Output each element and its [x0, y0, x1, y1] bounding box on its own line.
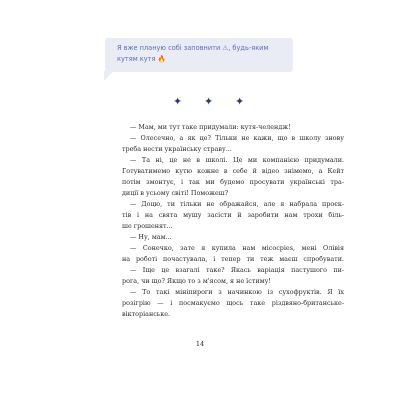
text-line: треба нести українську страву... [122, 145, 232, 153]
text-line: розігрію — і посмакуємо щось таке різдвяно-британське- [122, 299, 344, 307]
text-line: вікторіанське. [122, 310, 171, 318]
text-line: диції в усьому світі! Поможеш? [122, 189, 229, 197]
text-line: — То такі мініпироги з начинкою із сухофруктів. Я їх [130, 288, 344, 296]
text-line: рога, чи що? Якщо то з м'ясом, я не їстиму! [122, 277, 271, 285]
chat-bubble [105, 38, 293, 72]
text-line: потім змонтує, і так ми будемо просувати українські тра- [122, 178, 344, 186]
text-line: тів і на свята мушу засісти й заробити нам трохи біль- [122, 211, 344, 219]
section-divider [0, 95, 400, 109]
text-line: — Сонечко, зате я купила нам місосpies, мені Олівія [130, 244, 344, 252]
text-line: — Іще це взагалі таке? Якась варіація пастушого пи- [130, 266, 344, 274]
text-line: на роботі почастувала, і тепер ти теж маєш спробувати. [122, 255, 344, 263]
text-line: — Мам, ми тут таке придумали: кутя-челендж! [130, 123, 291, 131]
text-line: — Ну, мам... [130, 233, 172, 241]
body-text [122, 122, 344, 320]
text-line: — Та ні, це не в школі. Це ми компанією придумали. [130, 156, 344, 164]
chat-bubble-line: Я вже планую собі заповнити ⚠, будь-яким [117, 44, 269, 52]
star-icon: ✦ [235, 95, 245, 108]
text-line: ше грошенят... [122, 222, 173, 230]
page-number: 14 [195, 340, 205, 348]
chat-bubble-line: кутям кутя 🔥 [117, 55, 166, 63]
text-line: Готуватимемо кутю кожне в себе й відео знімемо, а Кейт [122, 167, 344, 175]
star-icon: ✦ [173, 95, 183, 108]
text-line: — Олесечно, а як це? Тільки не кажи, що в школу знову [130, 134, 344, 142]
star-icon: ✦ [204, 95, 214, 108]
text-line: — Доцю, ти тільки не ображайся, але я набрала проєк- [130, 200, 344, 208]
